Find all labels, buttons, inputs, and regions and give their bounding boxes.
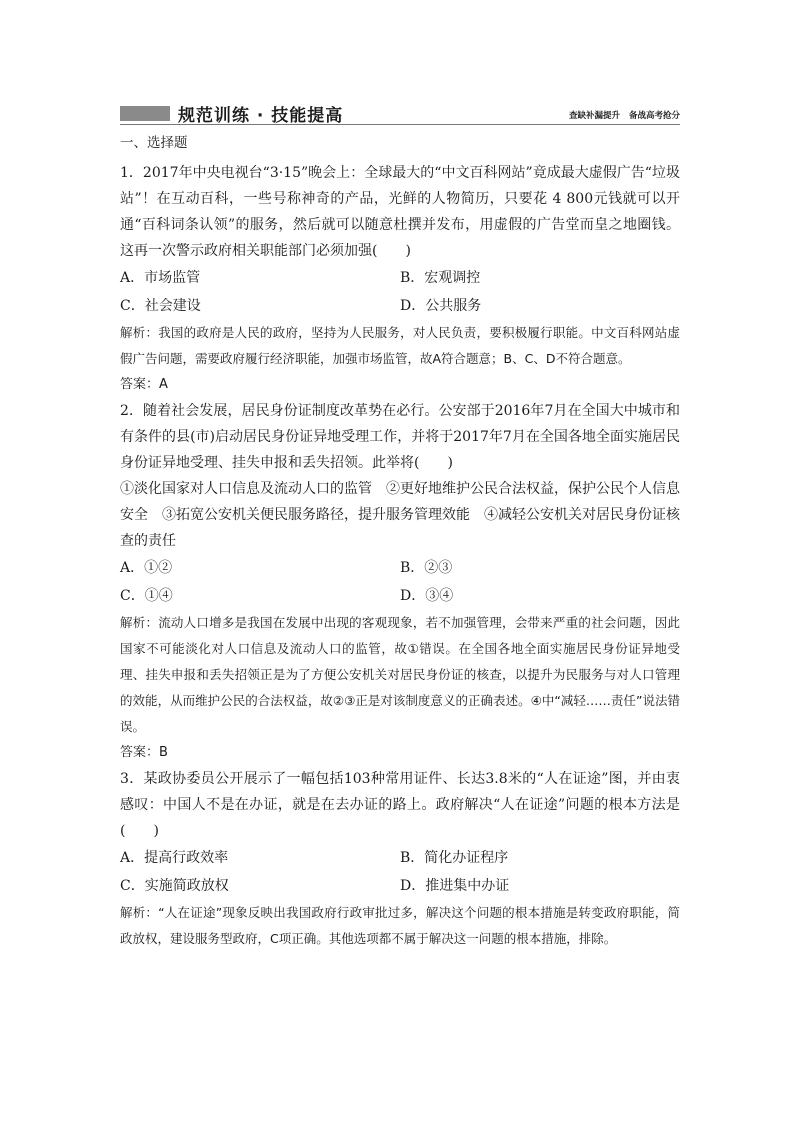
question-2: [120, 398, 680, 766]
header-divider: [120, 124, 680, 125]
question-content: [120, 132, 680, 952]
question-1: [120, 160, 680, 398]
option-a[interactable]: A．提高行政效率: [120, 850, 229, 866]
header-bar-decoration: [120, 106, 170, 121]
header-title: 规范训练 · 技能提高: [178, 106, 344, 126]
option-d[interactable]: D．推进集中办证: [400, 878, 510, 894]
option-b[interactable]: B．②③: [400, 560, 453, 576]
question-answer: 答案：B: [120, 745, 168, 760]
option-c[interactable]: C．①④: [120, 588, 173, 604]
question-stem: 3．某政协委员公开展示了一幅包括103种常用证件、长达3.8米的“人在证途”图，并由衷感叹：中国人不是在办证，就是在去办证的路上。政府解决“人在证途”问题的根本方法是( ): [120, 771, 680, 839]
question-analysis: 解析：流动人口增多是我国在发展中出现的客观现象，若不加强管理，会带来严重的社会问题，因此国家不可能淡化对人口信息及流动人口的监管，故①错误。在全国各地全面实施居民身份证异地受理、挂失申报和丢失招领正是为了方便公安机关对居民身份证的核查，以提升为民服务与对人口管理的效能，从而维护公民的合法权益，故②③正是对该制度意义的正确表述。④中“减轻……责任”说法错误。: [120, 615, 680, 734]
section-heading: 一、选择题: [120, 135, 188, 151]
option-d[interactable]: D．③④: [400, 588, 454, 604]
answer-options: [120, 554, 680, 610]
option-d[interactable]: D．公共服务: [400, 298, 482, 314]
option-c[interactable]: C．实施简政放权: [120, 878, 229, 894]
question-3: [120, 766, 680, 952]
option-b[interactable]: B．宏观调控: [400, 270, 481, 286]
header-tagline: 查缺补漏提升 备战高考抢分: [569, 111, 680, 121]
option-a[interactable]: A．市场监管: [120, 270, 201, 286]
option-b[interactable]: B．简化办证程序: [400, 850, 509, 866]
question-answer: 答案：A: [120, 377, 168, 392]
question-stem: 2．随着社会发展，居民身份证制度改革势在必行。公安部于2016年7月在全国大中城市和有条件的县(市)启动居民身份证异地受理工作，并将于2017年7月在全国各地全面实施居民身份证异地受理、挂失申报和丢失招领。此举将( ): [120, 403, 680, 471]
answer-options: [120, 264, 680, 320]
answer-options: [120, 844, 680, 900]
question-stem: 1．2017年中央电视台“3·15”晚会上：全球最大的“中文百科网站”竟成最大虚假广告“垃圾站”！在互动百科，一些号称神奇的产品，光鲜的人物简历，只要花 4 800元钱就可以开通“百科词条认领”的服务，然后就可以随意杜撰并发布，用虚假的广告堂而皇之地圈钱。这再一次警示政府相关职能部门必须加强( ): [120, 165, 680, 259]
page-header: [120, 101, 680, 127]
option-c[interactable]: C．社会建设: [120, 298, 201, 314]
question-analysis: 解析：“人在证途”现象反映出我国政府行政审批过多，解决这个问题的根本措施是转变政府职能，简政放权，建设服务型政府，C项正确。其他选项都不属于解决这一问题的根本措施，排除。: [120, 905, 680, 946]
question-analysis: 解析：我国的政府是人民的政府，坚持为人民服务，对人民负责，要积极履行职能。中文百科网站虚假广告问题，需要政府履行经济职能，加强市场监管，故A符合题意；B、C、D不符合题意。: [120, 325, 680, 366]
option-a[interactable]: A．①②: [120, 560, 173, 576]
question-statements: ①淡化国家对人口信息及流动人口的监管 ②更好地维护公民合法权益，保护公民个人信息安全 ③拓宽公安机关便民服务路径，提升服务管理效能 ④减轻公安机关对居民身份证核查的责任: [120, 481, 680, 549]
